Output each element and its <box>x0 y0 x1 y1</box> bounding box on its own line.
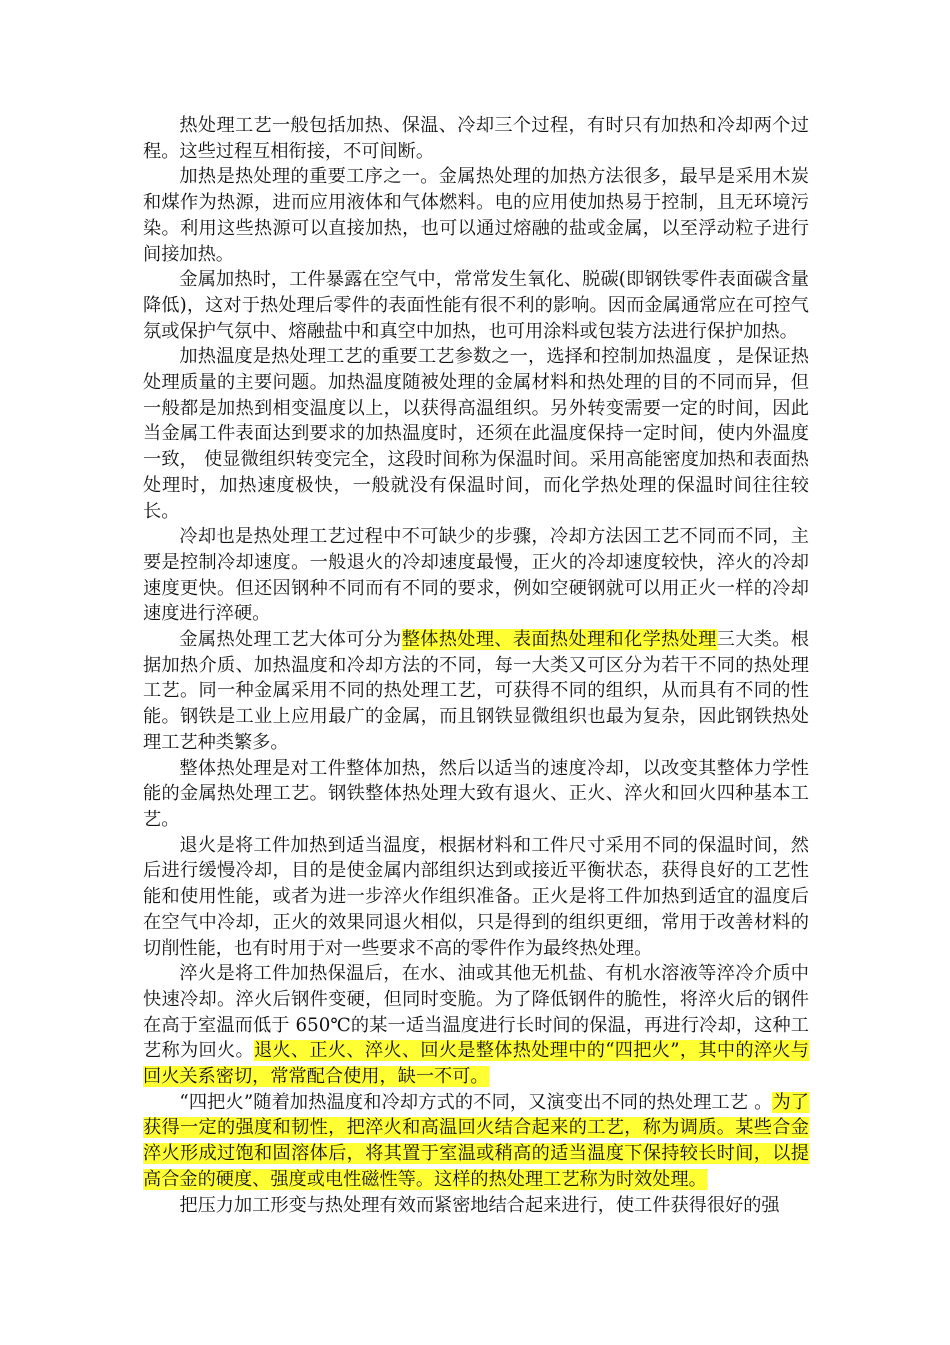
paragraph-text: 退火是将工件加热到适当温度，根据材料和工件尺寸采用不同的保温时间，然后进行缓慢冷却，目的是使金属内部组织达到或接近平衡状态，获得良好的工艺性能和使用性能，或者为进一步淬火作组织准备。正火是将工件加热到适宜的温度后在空气中冷却，正火的效果同退火相似，只是得到的组织更细，常用于改善材料的切削性能，也有时用于对一些要求不高的零件作为最终热处理。 <box>143 834 809 959</box>
highlighted-text: 整体热处理、表面热处理和化学热处理 <box>401 629 717 651</box>
paragraph-text: 加热是热处理的重要工序之一。金属热处理的加热方法很多，最早是采用木炭和煤作为热源，进而应用液体和气体燃料。电的应用使加热易于控制，且无环境污染。利用这些热源可以直接加热，也可以通过熔融的盐或金属，以至浮动粒子进行间接加热。 <box>143 166 809 265</box>
paragraph-text: 整体热处理是对工件整体加热，然后以适当的速度冷却，以改变其整体力学性能的金属热处理工艺。钢铁整体热处理大致有退火、正火、淬火和回火四种基本工艺。 <box>143 757 809 830</box>
paragraph-text: 把压力加工形变与热处理有效而紧密地结合起来进行，使工件获得很好的强 <box>179 1194 780 1216</box>
paragraph-text: 加热温度是热处理工艺的重要工艺参数之一，选择和控制加热温度 ，是保证热处理质量的主要问题。加热温度随被处理的金属材料和热处理的目的不同而异，但一般都是加热到相变温度以上，以获得高温组织。另外转变需要一定的时间，因此当金属工件表面达到要求的加热温度时，还须在此温度保持一定时间，使内外温度一致， 使显微组织转变完全，这段时间称为保温时间。采用高能密度加热和表面热处理时，加热速度极快，一般就没有保温时间，而化学热处理的保温时间往往较长。 <box>143 346 809 522</box>
paragraph-text: 淬火是将工件加热保温后，在水、油或其他无机盐、有机水溶液等淬冷介质中快速冷却。淬火后钢件变硬，但同时变脆。为了降低钢件的脆性，将淬火后的钢件在高于室温而低于 650℃的某一适当温度进行长时间的保温，再进行冷却，这种工艺称为回火。 <box>143 963 809 1062</box>
paragraph-2 <box>143 164 809 267</box>
paragraph-1 <box>143 113 809 164</box>
paragraph-10 <box>143 1090 809 1193</box>
paragraph-4 <box>143 344 809 524</box>
document-page <box>143 113 809 1218</box>
paragraph-5 <box>143 524 809 627</box>
paragraph-text: 金属加热时，工件暴露在空气中，常常发生氧化、脱碳(即钢铁零件表面碳含量降低)，这对于热处理后零件的表面性能有很不利的影响。因而金属通常应在可控气氛或保护气氛中、熔融盐中和真空中加热，也可用涂料或包装方法进行保护加热。 <box>143 269 809 342</box>
paragraph-8 <box>143 833 809 962</box>
paragraph-text: 三大类。根据加热介质、加热温度和冷却方法的不同，每一大类又可区分为若干不同的热处理工艺。同一种金属采用不同的热处理工艺，可获得不同的组织，从而具有不同的性能。钢铁是工业上应用最广的金属，而且钢铁显微组织也最为复杂，因此钢铁热处理工艺种类繁多。 <box>143 629 809 753</box>
paragraph-3 <box>143 267 809 344</box>
paragraph-text: 冷却也是热处理工艺过程中不可缺少的步骤，冷却方法因工艺不同而不同，主要是控制冷却速度。一般退火的冷却速度最慢，正火的冷却速度较快，淬火的冷却速度更快。但还因钢种不同而有不同的要求，例如空硬钢就可以用正火一样的冷却速度进行淬硬。 <box>143 526 809 625</box>
paragraph-7 <box>143 756 809 833</box>
paragraph-text: “四把火”随着加热温度和冷却方式的不同，又演变出不同的热处理工艺 。 <box>179 1091 773 1113</box>
highlighted-text: 退火、正火、淬火、回火是整体热处理中的“四把火”，其中的淬火与回火关系密切，常常配合使用，缺一不可。 <box>143 1040 809 1088</box>
paragraph-text: 金属热处理工艺大体可分为 <box>179 629 402 651</box>
paragraph-9 <box>143 961 809 1090</box>
paragraph-11 <box>143 1193 809 1219</box>
paragraph-6 <box>143 627 809 756</box>
highlighted-text: 为了获得一定的强度和韧性，把淬火和高温回火结合起来的工艺，称为调质。某些合金淬火形成过饱和固溶体后，将其置于室温或稍高的适当温度下保持较长时间，以提高合金的硬度、强度或电性磁性等。这样的热处理工艺称为时效处理。 <box>143 1091 809 1190</box>
paragraph-text: 热处理工艺一般包括加热、保温、冷却三个过程，有时只有加热和冷却两个过程。这些过程互相衔接，不可间断。 <box>143 115 809 162</box>
